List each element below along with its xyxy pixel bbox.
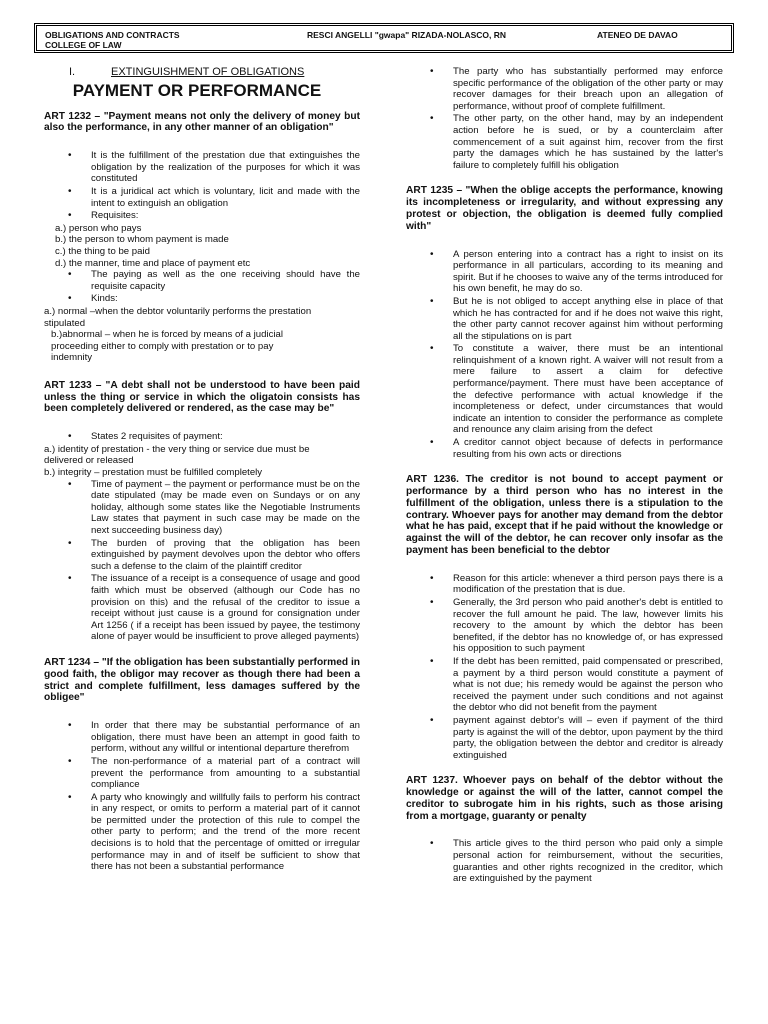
requisite-line: d.) the manner, time and place of payment etc xyxy=(55,257,251,269)
requisite-line: c.) the thing to be paid xyxy=(55,245,150,257)
requisite-line: b.) the person to whom payment is made xyxy=(55,234,229,246)
section-title xyxy=(69,66,360,79)
kind-line: b.)abnormal – when he is forced by means of a judicial proceeding either to comply with prestation or to pay indemnity xyxy=(51,329,283,364)
right-column xyxy=(406,66,723,886)
page-title: PAYMENT OR PERFORMANCE xyxy=(72,81,322,100)
article-1234-notes-continued xyxy=(406,66,723,171)
list-item: • In order that there may be substantial performance of an obligation, there must have been an attempt in good faith to perform, without any willful or intentional departure therefrom xyxy=(44,720,360,755)
list-item: • Requisites: xyxy=(44,210,360,222)
page-header xyxy=(34,23,734,53)
list-item: • A person entering into a contract has a right to insist on its performance in all particulars, according to its meaning and spirit. But if he chooses to waive any of the terms introduced for his own benefit, he may do so. xyxy=(406,249,723,295)
list-item: • The other party, on the other hand, may by an independent action before he is sued, or by a counterclaim after commencement of a suit against him, recover from the first party the damages which he has sustained by the latter's failure to completely fulfill his obligation xyxy=(406,113,723,171)
list-item: • Generally, the 3rd person who paid another's debt is entitled to recover the full amount he paid. The law, however limits his recovery to the amount by which the debtor has been benefited, if the debtor has no knowledge of, or has expressed his opposition to such payment xyxy=(406,597,723,655)
requisite-line: b.) integrity – prestation must be fulfilled completely xyxy=(44,467,263,479)
list-item: • The party who has substantially performed may enforce specific performance of the obligation of the other party or may recover damages for their breach upon an allegation of performance, without proof of complete fulfillment. xyxy=(406,66,723,112)
list-item: • But he is not obliged to accept anything else in place of that which he has contracted for and if he does not waive this right, the other party cannot recover against him without performing all the stipulations on is part xyxy=(406,296,723,342)
article-1233-heading: ART 1233 – "A debt shall not be understood to have been paid unless the thing or service in which the oligatoin consists has been completely delivered or rendered, as the case may be" xyxy=(44,379,360,415)
list-item: • This article gives to the third person who paid only a simple personal action for reimbursement, without the securities, guaranties and other rights recognized in the creditor, which are extinguished by the payment xyxy=(406,838,723,884)
list-item: • The issuance of a receipt is a consequence of usage and good faith which must be observed (although our Code has no provision on this) and the refusal of the creditor to issue a receipt without just cause is a ground for consignation under Art 1256 ( if a receipt has been issued by payee, the testimony alone of payer would be insufficient to prove alleged payments) xyxy=(44,573,360,643)
section-title-text: EXTINGUISHMENT OF OBLIGATIONS xyxy=(111,66,305,78)
article-1232-heading: ART 1232 – "Payment means not only the delivery of money but also the performance, in any other manner of an obligation" xyxy=(44,110,360,134)
list-item: • Reason for this article: whenever a third person pays there is a modification of the prestation that is due. xyxy=(406,573,723,596)
list-item: • It is a juridical act which is voluntary, licit and made with the intent to extinguish an obligation xyxy=(44,186,360,209)
article-1233-notes xyxy=(44,431,360,443)
article-1235-heading: ART 1235 – "When the oblige accepts the performance, knowing its incompleteness or irregularity, and without expressing any protest or objection, the obligation is deemed fully complied with" xyxy=(406,185,723,232)
header-school: ATENEO DE DAVAO xyxy=(597,30,678,40)
list-item: • States 2 requisites of payment: xyxy=(44,431,360,443)
list-item: • payment against debtor's will – even if payment of the third party is against the will of the debtor, upon payment by the third party, the obligation between the debtor and creditor is already extinguished xyxy=(406,715,723,761)
list-item: • A party who knowingly and willfully fails to perform his contract in any respect, or omits to perform a material part of it cannot be permitted under the protection of this rule to compel the other party to perform; and the trend of the more recent decisions is to hold that the percentage of omitted or irregular performance may in and of itself be sufficient to show that there has not been a substantial performance xyxy=(44,792,360,873)
requisite-line: a.) person who pays xyxy=(55,222,142,234)
list-item: • Time of payment – the payment or performance must be on the date stipulated (may be made even on Sundays or on any holiday, although some states like the Negotiable Instruments Law states that payment in such case may be made on the next succeeding business day) xyxy=(44,479,360,537)
left-column xyxy=(44,66,360,874)
article-1236-notes xyxy=(406,573,723,762)
list-item: • A creditor cannot object because of defects in performance resulting from his own acts or directions xyxy=(406,437,723,460)
article-1233-notes-2 xyxy=(44,479,360,643)
list-item: • The burden of proving that the obligation has been extinguished by payment devolves upon the debtor who offers such a defense to the claim of the plaintiff creditor xyxy=(44,538,360,573)
list-item: • The paying as well as the one receiving should have the requisite capacity xyxy=(44,269,360,292)
list-item: • Kinds: xyxy=(44,293,360,305)
article-1237-notes xyxy=(406,838,723,884)
list-item: • The non-performance of a material part of a contract will prevent the performance from amounting to a substantial compliance xyxy=(44,756,360,791)
article-1234-heading: ART 1234 – "If the obligation has been substantially performed in good faith, the obligor may recover as though there had been a strict and complete fulfillment, less damages suffered by the obligee" xyxy=(44,656,360,704)
requisite-line: a.) identity of prestation - the very thing or service due must be delivered or released xyxy=(44,443,310,467)
article-1236-heading: ART 1236. The creditor is not bound to accept payment or performance by a third person who has no interest in the fulfillment of the obligation, unless there is a stipulation to the contrary. Whoever pays for another may demand from the debtor what he has paid, except that if he paid without the knowledge or against the will of the debtor, he can recover only insofar as the payment has been beneficial to the debtor xyxy=(406,474,723,556)
article-1234-notes xyxy=(44,720,360,873)
article-1232-notes-2 xyxy=(44,269,360,305)
kind-line: a.) normal –when the debtor voluntarily performs the prestation stipulated xyxy=(44,305,312,329)
list-item: • To constitute a waiver, there must be an intentional relinquishment of a known right. A waiver will not result from a mere failure to assert a claim for defective performance/payment. There must have been acceptance of the defective performance with actual knowledge if the incompleteness or defect, under circumstances that would indicate an intention to consider the performance as complete and renounce any claim arising from the defect xyxy=(406,343,723,436)
header-course: OBLIGATIONS AND CONTRACTS xyxy=(45,30,180,40)
article-1237-heading: ART 1237. Whoever pays on behalf of the debtor without the knowledge or against the will of the latter, cannot compel the creditor to subrogate him in his rights, such as those arising from a mortgage, guaranty or penalty xyxy=(406,775,723,822)
header-college: COLLEGE OF LAW xyxy=(45,40,122,50)
article-1232-notes xyxy=(44,150,360,222)
section-number: I. xyxy=(69,66,76,78)
list-item: • It is the fulfillment of the prestation due that extinguishes the obligation by the realization of the purposes for which it was constituted xyxy=(44,150,360,185)
list-item: • If the debt has been remitted, paid compensated or prescribed, a payment by a third person would constitute a payment of what is not due; his remedy would be against the person who received the payment under such conditions and not against the debtor who did not benefit from the payment xyxy=(406,656,723,714)
header-author: RESCI ANGELLI "gwapa" RIZADA-NOLASCO, RN xyxy=(307,30,506,40)
article-1235-notes xyxy=(406,249,723,461)
